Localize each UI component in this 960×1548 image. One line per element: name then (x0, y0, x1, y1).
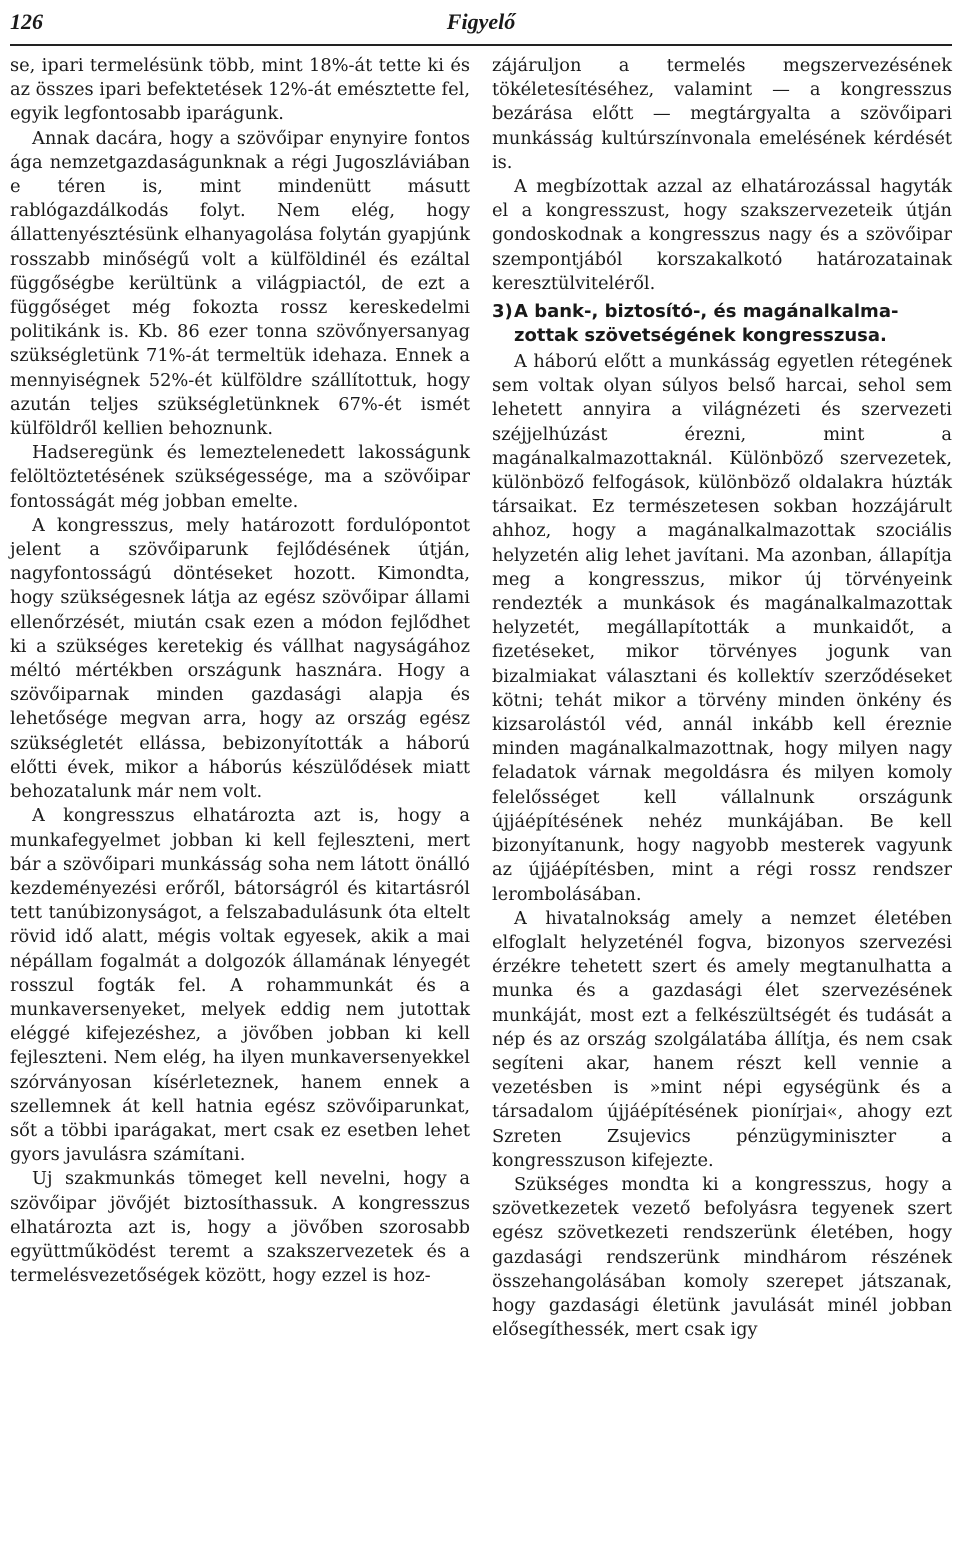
paragraph: Annak dacára, hogy a szövőipar enynyire fontos ága nemzetgazdaságunknak a régi Jugoszláviában e téren is, mint mindenütt másutt rablógazdálkodás folyt. Nem elég, hogy állattenyésztésünk elhanyagolása folytán gyapjúnk rosszabb minőségű volt a külföldinél és ezáltal függőségbe kerültünk a világpiactól, de ezt a függőséget még fokozta rossz kereskedelmi politikánk is. Kb. 86 ezer tonna szövőnyersanyag szükségletünk 71%-át termeltük idehaza. Ennek a mennyiségnek 52%-ét külföldre szállítottuk, hogy azután teljes szükségletünknek 67%-ét ismét külföldről kellien behoznunk. (10, 127, 470, 440)
section-heading (492, 300, 952, 348)
paragraph: Uj szakmunkás tömeget kell nevelni, hogy a szövőipar jövőjét biztosíthassuk. A kongresszus elhatározta azt is, hogy a jövőben szorosabb együttműködést teremt a szakszervezetek és a termelésvezetőségek között, hogy ezzel is hoz- (10, 1168, 470, 1287)
paragraph: zájáruljon a termelés megszervezésének tökéletesítéséhez, valamint — a kongresszus bezárása előtt — megtárgyalta a szövőipari munkásság kultúrszínvonala emelésének kérdését is. (492, 55, 952, 173)
section-heading-line1: A bank-, biztosító-, és magánalkalma- (514, 301, 899, 323)
journal-title: Figyelő (446, 9, 516, 34)
paragraph: Szükséges mondta ki a kongresszus, hogy a szövetkezetek vezető befolyásra tegyenek szert egész szövetkezeti rendszerünk életében, hogy gazdasági rendszerünk mindhárom részének összehangolásában komoly szerepet játszanak, hogy gazdasági életünk javulását minél jobban elősegíthessék, mert csak igy (492, 1173, 952, 1341)
left-column (10, 54, 470, 1342)
section-number: 3) (492, 301, 513, 323)
paragraph: A megbízottak azzal az elhatározással hagyták el a kongresszust, hogy szakszervezeteik útján gondoskodnak a kongresszus nagy és a szövőipar szempontjából korszakalkotó határozatainak keresztülviteléről. (492, 176, 952, 294)
paragraph: A kongresszus, mely határozott fordulópontot jelent a szövőiparunk fejlődésének útján, nagyfontosságú döntéseket hozott. Kimondta, hogy szükségesnek látja az egész szövőipar állami ellenőrzését, miután csak ezen a módon fejlődhet ki a szükséges keretekig és vállhat nagyságához méltó mértékben országunk hasznára. Hogy a szövőiparnak minden gazdasági alapja és lehetősége megvan arra, hogy az ország egész szükségletét ellássa, bebizonyították a háború előtti évek, mikor a háborús készülődések miatt behozatalunk már nem volt. (10, 514, 470, 803)
paragraph: A háború előtt a munkásság egyetlen rétegének sem voltak olyan súlyos belső harcai, sehol sem lehetett annyira a világnézeti és szervezeti széjjelhúzást érezni, mint a magánalkalmazottaknál. Különböző szervezetek, különböző felfogások, különböző oldalakra húzták társaikat. Ez természetesen sokban hozzájárult ahhoz, hogy a magánalkalmazottak szociális helyzetén alig lehet javítani. Ma azonban, állapítja meg a kongresszus, mikor új törvényeink rendezték a munkások és magánalkalmazottak helyzetét, megállapították a munkaidőt, a fizetéseket, mikor törvényes jogunk van bizalmiakat választani és kollektív szerződéseket kötni; tehát mikor a törvény minden önkény és kizsarolástól véd, annál inkább kell éreznie minden magánalkalmazottnak, hogy milyen nagy feladatok várnak megoldásra és milyen komoly felelősséget kell vállalnunk országunk újjáépítésének nehéz munkájában. Be kell bizonyítanunk, hogy nagyobb mesterek vagyunk az újjáépítésben, mint a régi rossz rendszer lerombolásában. (492, 351, 952, 905)
paragraph: A kongresszus elhatározta azt is, hogy a munkafegyelmet jobban ki kell fejleszteni, mert bár a szövőipari munkásság soha nem látott önálló kezdeményezési erőről, bátorságról és kitartásról tett tanúbizonyságot, a felszabadulásunk óta eltelt rövid idő alatt, mégis voltak egyesek, akik a mai népállam fogalmát a dolgozók államának lényegét rosszul fogták fel. A rohammunkát és a munkaversenyeket, melyek eddig nem jutottak eléggé kifejezéshez, a jövőben jobban ki kell fejleszteni. Nem elég, ha ilyen munkaversenyekkel szórványosan kísérleteznek, hanem ennek a szellemnek át kell hatnia egész szövőiparunkat, sőt a többi iparágakat, mert csak ez esetben lehet gyors javulásra számítani. (10, 805, 470, 1166)
paragraph: Hadseregünk és lemeztelenedett lakosságunk felöltöztetésének szükségessége, ma a szövőipar fontosságát még jobban emelte. (10, 442, 470, 512)
section-heading-line2: zottak szövetségének kongresszusa. (514, 325, 887, 347)
paragraph: se, ipari termelésünk több, mint 18%-át tette ki és az összes ipari befektetések 12%-át emésztette fel, egyik legfontosabb iparágunk. (10, 55, 470, 125)
right-column (492, 54, 952, 1342)
paragraph: A hivatalnokság amely a nemzet életében elfoglalt helyzeténél fogva, bizonyos szervezési érzékre tehetett szert és amely megtanulhatta a munka és a gazdasági élet szervezésének munkáját, most ezt a felkészültségét és tudását a nép és az ország szolgálatába állítja, és nem csak segíteni akar, hanem részt kell vennie a vezetésben is »mint népi egységünk és a társadalom újjáépítésének pionírjai«, ahogy ezt Szreten Zsujevics pénzügyminiszter a kongresszuson kifejezte. (492, 907, 952, 1171)
page-number: 126 (10, 9, 43, 34)
page-header (10, 0, 952, 46)
body-columns (10, 54, 952, 1342)
